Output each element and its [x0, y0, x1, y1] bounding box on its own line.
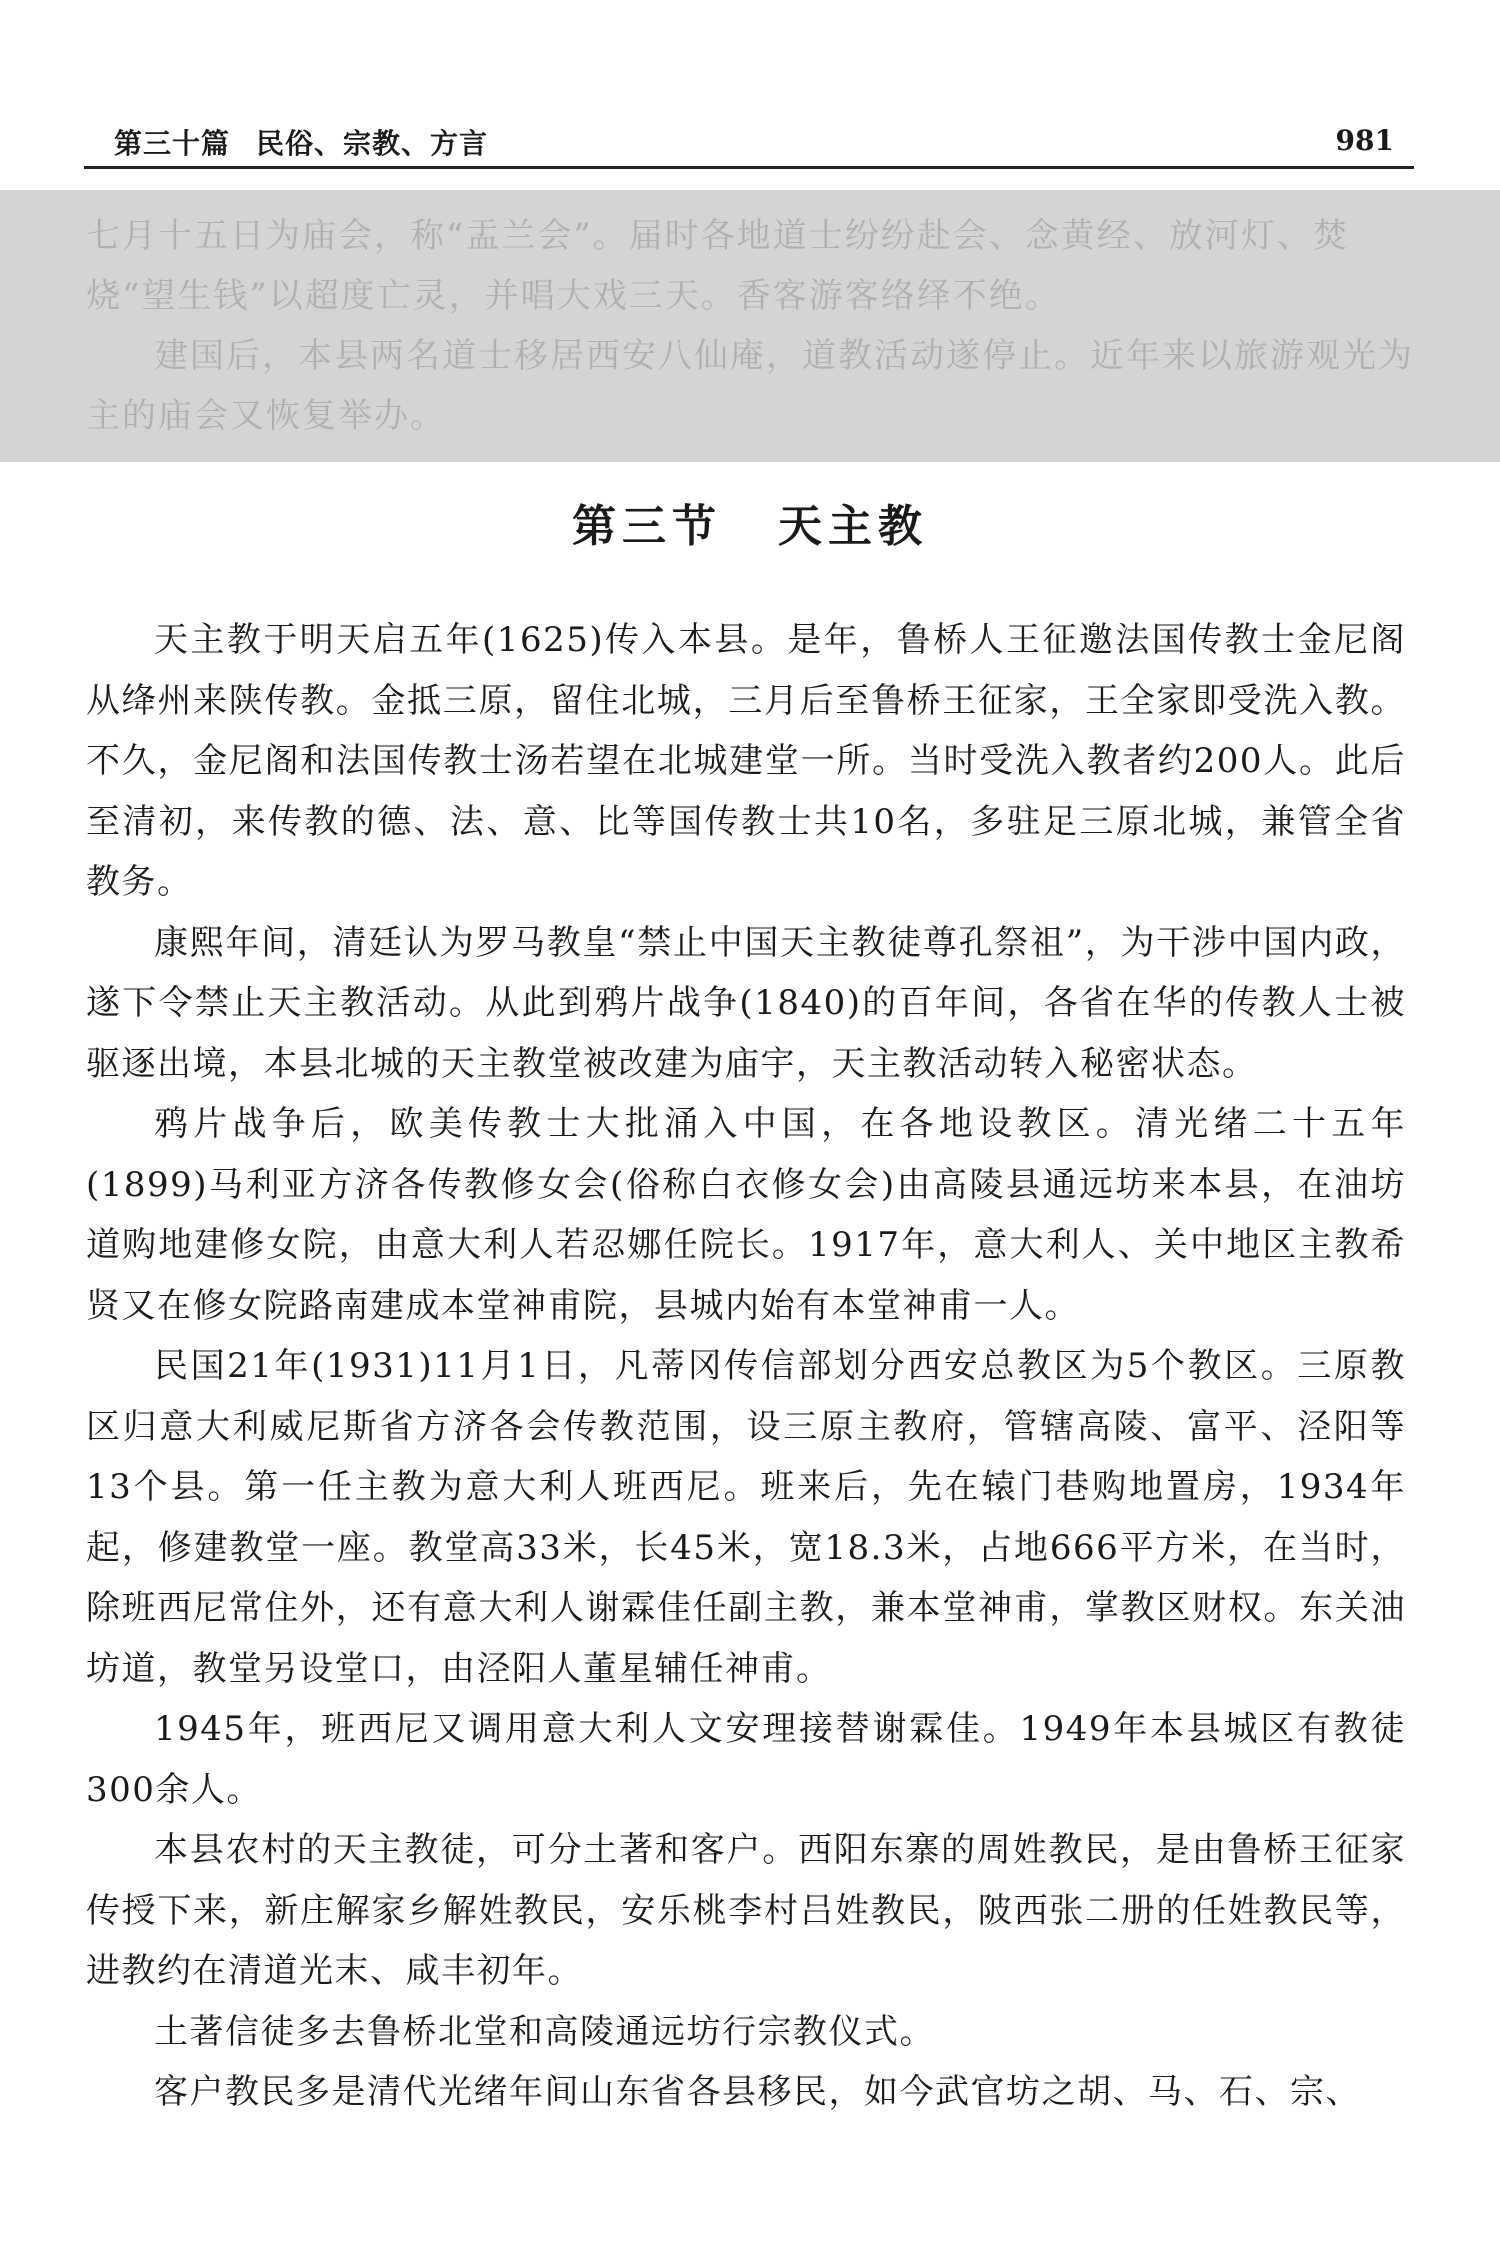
header-topic: 民俗、宗教、方言: [256, 127, 489, 160]
page-number: 981: [1335, 124, 1394, 157]
paragraph-2: 康熙年间，清廷认为罗马教皇“禁止中国天主教徒尊孔祭祖”，为干涉中国内政，遂下令禁止天主教活动。从此到鸦片战争(1840)的百年间，各省在华的传教人士被驱逐出境，本县北城的天主教堂被改建为庙宇，天主教活动转入秘密状态。: [86, 922, 1406, 1084]
paragraph-7: 土著信徒多去鲁桥北堂和高陵通远坊行宗教仪式。: [154, 2011, 935, 2052]
paragraph-3: 鸦片战争后，欧美传教士大批涌入中国，在各地设教区。清光绪二十五年(1899)马利亚方济各传教修女会(俗称白衣修女会)由高陵县通远坊来本县，在油坊道购地建修女院，由意大利人若忍娜任院长。1917年，意大利人、关中地区主教希贤又在修女院路南建成本堂神甫院，县城内始有本堂神甫一人。: [86, 1104, 1406, 1326]
header-title: [114, 122, 488, 162]
faded-previous-section: [0, 190, 1500, 462]
paragraph-6: 本县农村的天主教徒，可分土著和客户。西阳东寨的周姓教民，是由鲁桥王征家传授下来，新庄解家乡解姓教民，安乐桃李村吕姓教民，陂西张二册的任姓教民等，进教约在清道光末、咸丰初年。: [86, 1830, 1406, 1991]
section-heading: [0, 490, 1500, 554]
faded-paragraph-2: 建国后，本县两名道士移居西安八仙庵，道教活动遂停止。近年来以旅游观光为主的庙会又恢复举办。: [86, 336, 1414, 436]
section-number: 第三节: [572, 501, 722, 552]
body-text: [86, 610, 1406, 2123]
header-chapter: 第三十篇: [114, 127, 231, 160]
paragraph-8: 客户教民多是清代光绪年间山东省各县移民，如今武官坊之胡、马、石、宗、: [154, 2072, 1361, 2112]
paragraph-4: 民国21年(1931)11月1日，凡蒂冈传信部划分西安总教区为5个教区。三原教区归意大利威尼斯省方济各会传教范围，设三原主教府，管辖高陵、富平、泾阳等13个县。第一任主教为意大利人班西尼。班来后，先在辕门巷购地置房，1934年起，修建教堂一座。教堂高33米，长45米，宽18.3米，占地666平方米，在当时，除班西尼常住外，还有意大利人谢霖佳任副主教，兼本堂神甫，掌教区财权。东关油坊道，教堂另设堂口，由泾阳人董星辅任神甫。: [86, 1346, 1406, 1689]
running-header: [84, 118, 1414, 169]
paragraph-5: 1945年，班西尼又调用意大利人文安理接替谢霖佳。1949年本县城区有教徒300余人。: [86, 1709, 1406, 1810]
section-title: 天主教: [778, 501, 928, 552]
faded-paragraph-1: 七月十五日为庙会，称“盂兰会”。届时各地道士纷纷赴会、念黄经、放河灯、焚烧“望生钱”以超度亡灵，并唱大戏三天。香客游客络绎不绝。: [86, 216, 1349, 316]
paragraph-1: 天主教于明天启五年(1625)传入本县。是年，鲁桥人王征邀法国传教士金尼阁从绛州来陕传教。金抵三原，留住北城，三月后至鲁桥王征家，王全家即受洗入教。不久，金尼阁和法国传教士汤若望在北城建堂一所。当时受洗入教者约200人。此后至清初，来传教的德、法、意、比等国传教士共10名，多驻足三原北城，兼管全省教务。: [86, 620, 1406, 902]
